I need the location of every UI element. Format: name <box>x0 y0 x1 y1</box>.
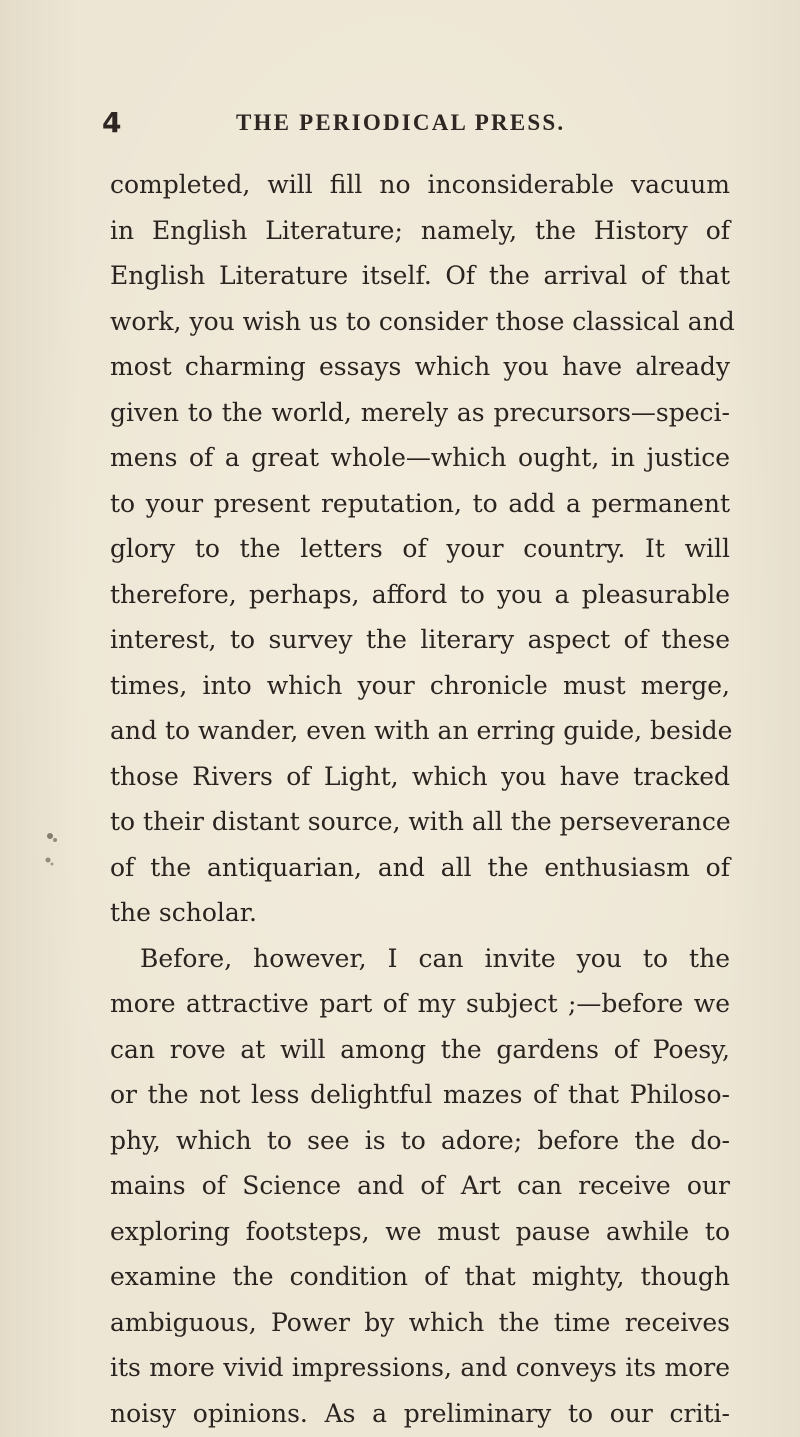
page-number: 4 <box>102 106 122 139</box>
text-line: more attractive part of my subject ;—before we <box>110 989 730 1018</box>
text-line: examine the condition of that mighty, though <box>110 1262 730 1291</box>
text-line: mains of Science and of Art can receive our <box>110 1171 730 1200</box>
text-line: interest, to survey the literary aspect of these <box>110 625 730 654</box>
text-line: noisy opinions. As a preliminary to our criti- <box>110 1398 730 1428</box>
text-line: ambiguous, Power by which the time receives <box>110 1307 730 1337</box>
text-line: glory to the letters of your country. It will <box>110 534 730 563</box>
text-line: to your present reputation, to add a permanent <box>110 488 730 518</box>
text-line: to their distant source, with all the perseverance <box>110 807 731 836</box>
text-line: most charming essays which you have already <box>110 352 730 381</box>
text-line: mens of a great whole—which ought, in justice <box>110 443 730 472</box>
text-line: times, into which your chronicle must merge, <box>110 670 730 700</box>
text-line: can rove at will among the gardens of Poesy, <box>110 1034 730 1064</box>
page-header <box>0 106 800 146</box>
paragraph-start-line: Before, however, I can invite you to the <box>140 943 730 973</box>
text-line: exploring footsteps, we must pause awhile to <box>110 1216 730 1246</box>
ink-specks <box>36 820 66 880</box>
text-line: its more vivid impressions, and conveys its more <box>110 1353 730 1382</box>
text-line: given to the world, merely as precursors—speci- <box>110 397 730 427</box>
text-line: completed, will fill no inconsiderable vacuum <box>110 170 730 199</box>
text-line: therefore, perhaps, afford to you a pleasurable <box>110 579 730 609</box>
text-line: phy, which to see is to adore; before the do- <box>110 1125 730 1155</box>
running-head: THE PERIODICAL PRESS. <box>236 110 566 135</box>
text-line: and to wander, even with an erring guide, beside <box>110 716 733 745</box>
text-line: in English Literature; namely, the History of <box>110 215 730 245</box>
body-text <box>110 162 735 1436</box>
text-line: or the not less delightful mazes of that Philoso- <box>110 1080 730 1109</box>
text-line: work, you wish us to consider those classical and <box>110 306 735 336</box>
text-line: English Literature itself. Of the arrival of that <box>110 261 730 290</box>
text-line: those Rivers of Light, which you have tracked <box>110 761 730 791</box>
text-line: of the antiquarian, and all the enthusiasm of <box>110 852 730 882</box>
paragraph-end-line: the scholar. <box>110 898 257 927</box>
